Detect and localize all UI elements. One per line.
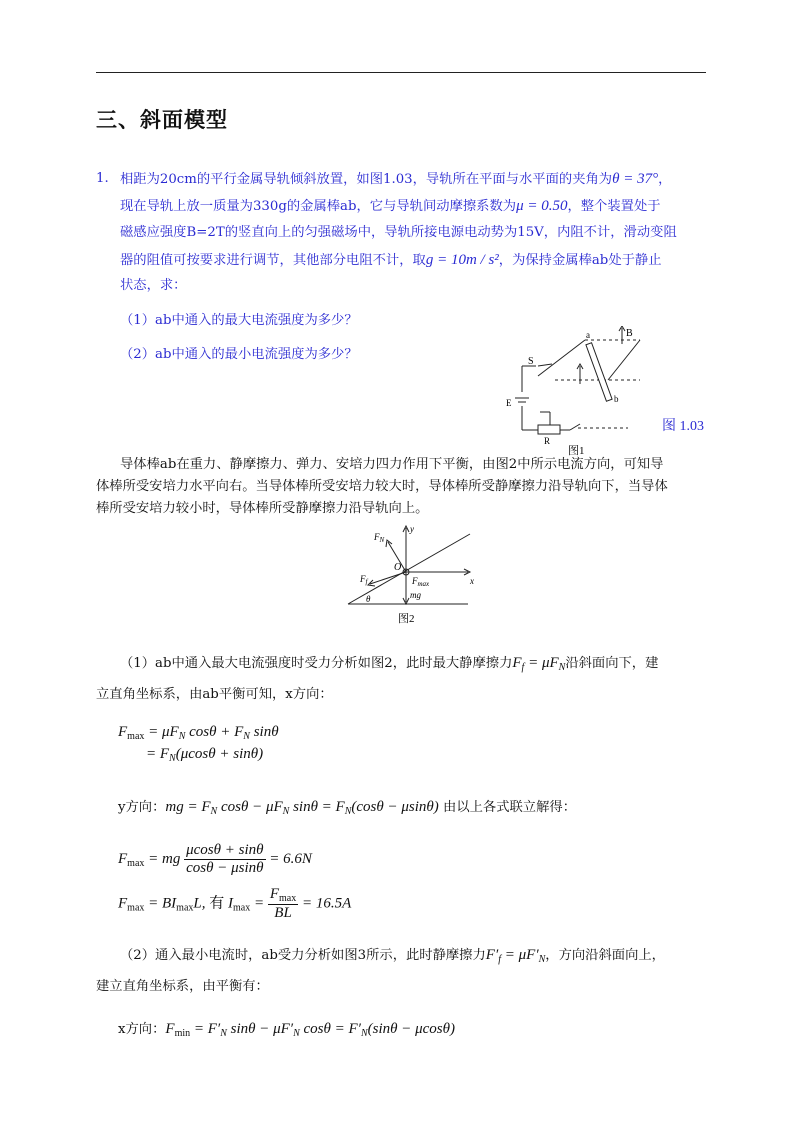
fig1-label-b: b: [614, 394, 619, 404]
svg-text:Ff: $F_f$: [360, 574, 368, 586]
fig1-label-bfield: B: [626, 328, 633, 339]
header-rule: [96, 72, 706, 73]
question-1: （1）ab中通入的最大电流强度为多少？: [120, 313, 358, 328]
section-title: 三、斜面模型: [96, 108, 228, 132]
part2-line-1: （2）通入最小电流时，ab受力分析如图3所示，此时静摩擦力$F'_f = \mu F'_N$，方向沿斜面向上，: [120, 947, 665, 965]
fig2-label-o: O: [394, 562, 402, 573]
analysis-line-2: 体棒所受安培力水平向右。当导体棒所受安培力较大时，导体棒所受静摩擦力沿导轨向下，当导体: [96, 479, 668, 494]
equation-fmax-1: $F_{max} = \mu F_N$ $\cos\theta + F_N$ sinθ: [118, 724, 279, 742]
fig2-label-y: y: [410, 524, 414, 534]
analysis-line-1: 导体棒ab在重力、静摩擦力、弹力、安培力四力作用下平衡，由图2中所示电流方向，可知导: [120, 457, 664, 472]
fig2-caption: 图2: [398, 613, 415, 625]
fig2-label-x: x: [470, 576, 474, 586]
fig1-label-e: E: [506, 398, 512, 408]
figure-1-caption: 图 1.03: [662, 419, 704, 434]
part1-line-1: （1）ab中通入最大电流强度时受力分析如图2，此时最大静摩擦力$F_f = \mu F_N$沿斜面向下，建: [120, 655, 659, 673]
analysis-line-3: 棒所受安培力较小时，导体棒所受静摩擦力沿导轨向上。: [96, 501, 429, 516]
fig1-label-r: R: [544, 436, 551, 446]
equation-fmax-2: = $F_N(\mu\cos\theta + \sin\theta)$: [146, 746, 264, 764]
fig1-inner-caption: 图1: [568, 445, 585, 456]
problem-line-5: 状态，求：: [120, 278, 187, 293]
svg-text:mg: mg: [410, 590, 421, 600]
fig2-label-theta: θ: [366, 594, 371, 604]
figure-2-force-diagram: [340, 522, 480, 626]
problem-line-1: 相距为20cm的平行金属导轨倾斜放置，如图1.03，导轨所在平面与水平面的夹角为θ = 37°，: [120, 171, 672, 187]
fig1-label-a: a: [586, 330, 590, 340]
svg-text:FN: $F_N$: [374, 532, 385, 544]
fig1-label-s: S: [528, 356, 534, 367]
part1-line-2: 立直角坐标系，由ab平衡可知，x方向：: [96, 687, 333, 702]
problem-line-3: 磁感应强度B=2T的竖直向上的匀强磁场中，导轨所接电源电动势为15V，内阻不计，滑动变阻: [120, 225, 677, 240]
equation-imax-result: $F_{max} = BI_{max}L$, 有 $I_{max}$ = $\frac{F_{max}}{BL}$ = 16.5A: [118, 886, 352, 921]
theta-equation: θ = 37°: [612, 171, 659, 187]
part2-line-2: 建立直角坐标系，由平衡有：: [96, 979, 269, 994]
svg-text:Fmax: $F_{max}$: [412, 576, 430, 588]
equation-fmax-result: $F_{max}$ = mg $\frac{\mu\cos\theta + \sin\theta}{\cos\theta - \mu\sin\theta}$ = 6.6N: [118, 842, 312, 876]
x-direction-line: x方向：$F_{min} = F'_N$ $\sin\theta - \mu F'_N$ $\cos\theta = F'_N(\sin\theta - \mu\cos\theta)$: [118, 1021, 456, 1039]
problem-number: 1.: [96, 171, 109, 186]
mu-equation: μ = 0.50: [516, 198, 568, 214]
problem-line-2: 现在导轨上放一质量为330g的金属棒ab，它与导轨间动摩擦系数为μ = 0.50，整个装置处于: [120, 198, 661, 214]
figure-1-circuit: [500, 326, 650, 456]
question-2: （2）ab中通入的最小电流强度为多少？: [120, 347, 358, 362]
g-equation: g = 10m / s²: [425, 252, 499, 268]
problem-line-4: 器的阻值可按要求进行调节，其他部分电阻不计，取g = 10m / s²，为保持金属棒ab处于静止: [120, 252, 662, 268]
y-direction-line: y方向：mg = $F_N$ $\cos\theta - \mu F_N$ $\sin\theta = F_N(\cos\theta - \mu\sin\theta)$ 由以上各式联立解得：: [118, 799, 576, 817]
